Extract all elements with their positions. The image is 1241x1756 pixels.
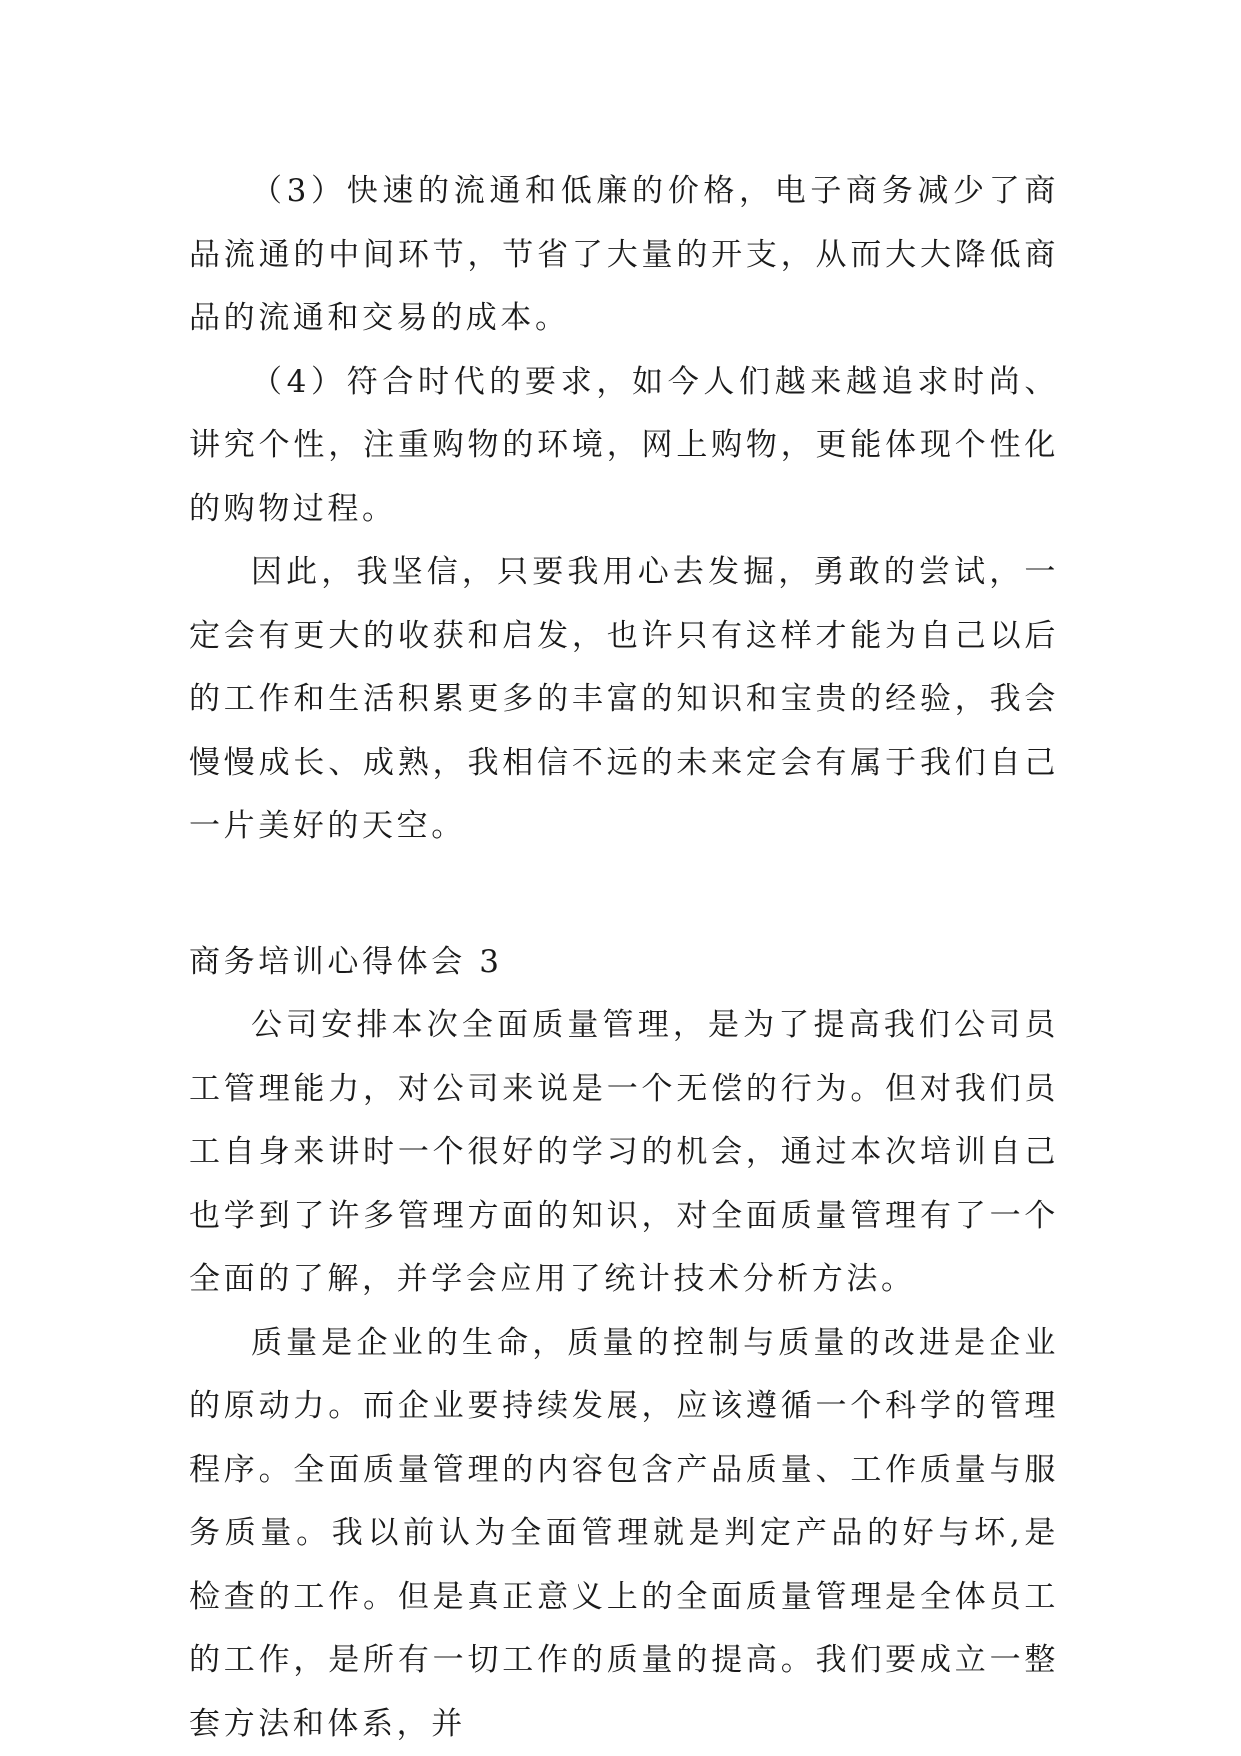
paragraph-point-3: （3）快速的流通和低廉的价格，电子商务减少了商品流通的中间环节，节省了大量的开支，从而大大降低商品的流通和交易的成本。 [189, 160, 1059, 351]
paragraph-point-4: （4）符合时代的要求，如今人们越来越追求时尚、讲究个性，注重购物的环境，网上购物，更能体现个性化的购物过程。 [189, 351, 1059, 542]
paragraph-training-intro: 公司安排本次全面质量管理，是为了提高我们公司员工管理能力，对公司来说是一个无偿的行为。但对我们员工自身来讲时一个很好的学习的机会，通过本次培训自己也学到了许多管理方面的知识，对全面质量管理有了一个全面的了解，并学会应用了统计技术分析方法。 [189, 994, 1059, 1312]
document-body [189, 160, 1059, 1756]
paragraph-quality: 质量是企业的生命，质量的控制与质量的改进是企业的原动力。而企业要持续发展，应该遵循一个科学的管理程序。全面质量管理的内容包含产品质量、工作质量与服务质量。我以前认为全面管理就是判定产品的好与坏,是检查的工作。但是真正意义上的全面质量管理是全体员工的工作，是所有一切工作的质量的提高。我们要成立一整套方法和体系，并 [189, 1312, 1059, 1756]
section-heading: 商务培训心得体会 3 [189, 931, 1059, 995]
paragraph-conclusion: 因此，我坚信，只要我用心去发掘，勇敢的尝试，一定会有更大的收获和启发，也许只有这样才能为自己以后的工作和生活积累更多的丰富的知识和宝贵的经验，我会慢慢成长、成熟，我相信不远的未来定会有属于我们自己一片美好的天空。 [189, 541, 1059, 859]
section-spacer [189, 859, 1059, 931]
